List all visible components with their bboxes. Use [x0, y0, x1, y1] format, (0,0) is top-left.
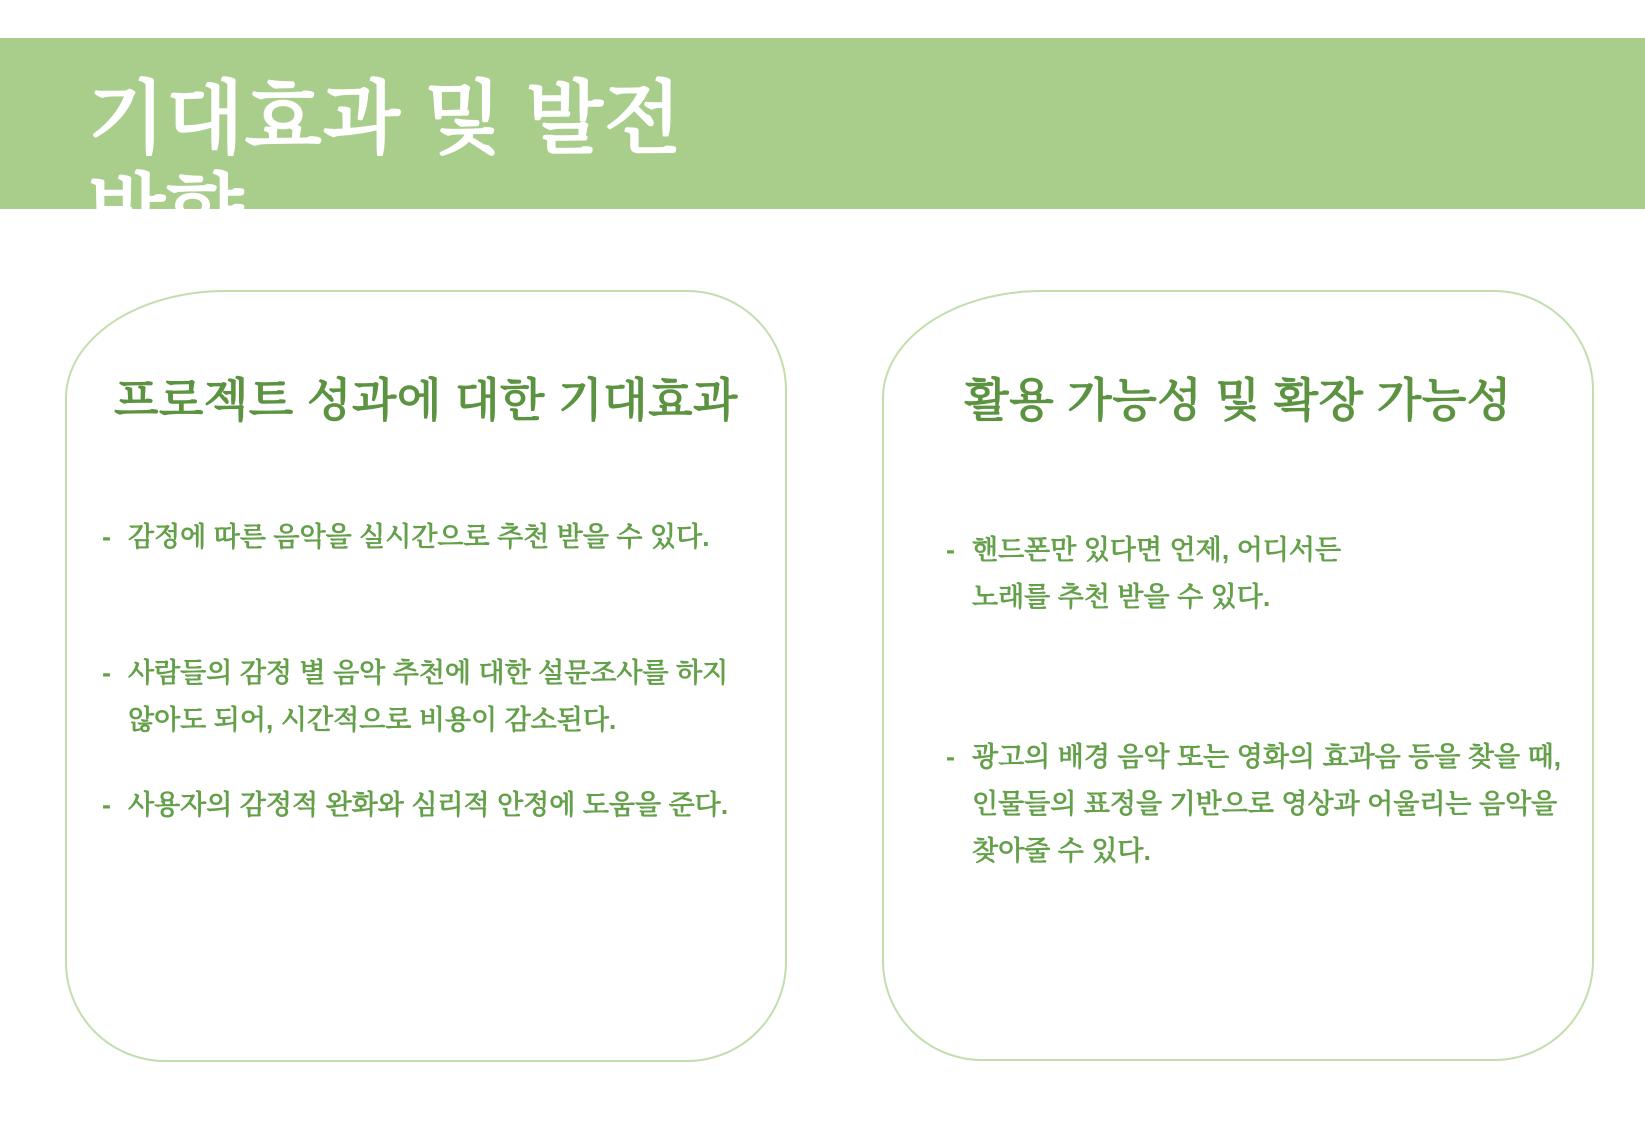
- bullet-line: 광고의 배경 음악 또는 영화의 효과음 등을 찾을 때,: [972, 742, 1562, 772]
- bullet-line: 핸드폰만 있다면 언제, 어디서든: [972, 535, 1342, 565]
- bullet-dash: -: [102, 522, 111, 552]
- left-bullet-1-text: [128, 514, 710, 561]
- right-bullet-1: [946, 527, 1576, 621]
- bullet-line: 사용자의 감정적 완화와 심리적 안정에 도움을 준다.: [128, 790, 729, 820]
- right-card-title: 활용 가능성 및 확장 가능성: [964, 374, 1512, 426]
- right-bullet-1-text: [972, 527, 1341, 621]
- left-bullet-3-text: [128, 782, 728, 829]
- bullet-line: 않아도 되어, 시간적으로 비용이 감소된다.: [128, 705, 617, 735]
- bullet-line: 사람들의 감정 별 음악 추천에 대한 설문조사를 하지: [128, 658, 729, 688]
- left-card-title: 프로젝트 성과에 대한 기대효과: [113, 374, 738, 426]
- slide-title-line2-clipped: 방향: [88, 167, 245, 256]
- card-project-expected-effects: [65, 290, 787, 1062]
- right-bullet-2-text: [972, 734, 1561, 875]
- bullet-line: 노래를 추천 받을 수 있다.: [972, 582, 1271, 612]
- header-band: [0, 38, 1645, 256]
- bullet-dash: -: [946, 535, 955, 565]
- card-usability-expandability: [882, 290, 1594, 1061]
- bullet-dash: -: [946, 742, 955, 772]
- slide-title-line1: 기대효과 및 발전: [88, 74, 683, 163]
- right-bullet-2: [946, 734, 1576, 875]
- bullet-line: 인물들의 표정을 기반으로 영상과 어울리는 음악을: [972, 789, 1558, 819]
- bullet-dash: -: [102, 658, 111, 688]
- bullet-dash: -: [102, 790, 111, 820]
- left-bullet-1: [102, 514, 765, 561]
- left-bullet-3: [102, 782, 765, 829]
- bullet-line: 감정에 따른 음악을 실시간으로 추천 받을 수 있다.: [128, 522, 710, 552]
- slide-title: [88, 72, 682, 258]
- left-bullet-2-text: [128, 650, 728, 744]
- left-bullet-2: [102, 650, 765, 744]
- bullet-line: 찾아줄 수 있다.: [972, 836, 1151, 866]
